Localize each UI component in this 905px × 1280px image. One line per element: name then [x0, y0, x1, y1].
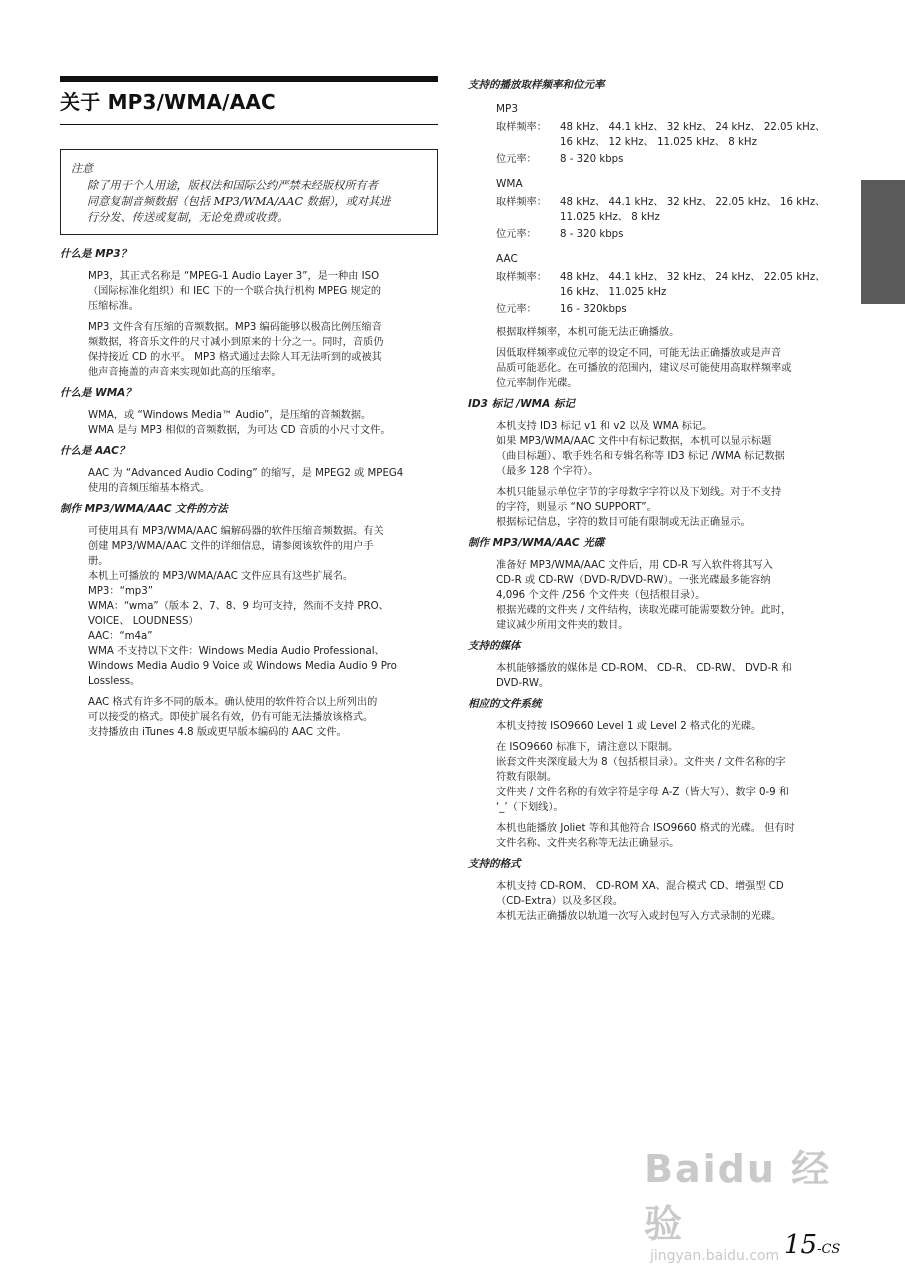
section-heading: 什么是 MP3？	[60, 248, 132, 260]
text-line: 可以接受的格式。即使扩展名有效，仍有可能无法播放该格式。	[88, 712, 374, 723]
text-line: 册。	[88, 556, 109, 567]
notice-box	[60, 149, 438, 235]
paragraph	[88, 408, 438, 438]
sample-rate-row	[496, 195, 848, 210]
notice-text	[87, 178, 427, 226]
text-line: 如果 MP3/WMA/AAC 文件中有标记数据，本机可以显示标题	[496, 436, 772, 447]
sample-rate-value: 16 kHz、 11.025 kHz	[560, 287, 667, 298]
text-line: VOICE、 LOUDNESS）	[88, 616, 199, 627]
text-line: （CD-Extra）以及多区段。	[496, 896, 624, 907]
text-line: AAC 为 “Advanced Audio Coding” 的缩写，是 MPEG2 或 MPEG4	[88, 468, 404, 479]
text-line: 本机支持 CD-ROM、 CD-ROM XA、混合模式 CD、增强型 CD	[496, 881, 784, 892]
text-line: 本机能够播放的媒体是 CD-ROM、 CD-R、 CD-RW、 DVD-R 和	[496, 663, 792, 674]
text-line: 文件夹 / 文件名称的有效字符是字母 A-Z（皆大写）、数字 0-9 和	[496, 787, 790, 798]
text-line: 本机上可播放的 MP3/WMA/AAC 文件应具有这些扩展名。	[88, 571, 354, 582]
text-line: WMA 不支持以下文件：Windows Media Audio Professional、	[88, 646, 385, 657]
notice-line: 除了用于个人用途，版权法和国际公约严禁未经版权所有者	[87, 179, 378, 192]
text-line: ‘_’（下划线）。	[496, 802, 564, 813]
paragraph	[496, 740, 848, 815]
text-line: 本机只能显示单位字节的字母数字字符以及下划线。对于不支持	[496, 487, 782, 498]
sample-rate-row	[496, 120, 848, 135]
paragraph	[496, 485, 848, 530]
text-line: 根据光碟的文件夹 / 文件结构，读取光碟可能需要数分钟。此时，	[496, 605, 792, 616]
text-line: 频数据，将音乐文件的尺寸减小到原来的十分之一。同时，音质仍	[88, 337, 384, 348]
sample-rate-value: 16 kHz、 12 kHz、 11.025 kHz、 8 kHz	[560, 137, 757, 148]
text-line: 他声音掩盖的声音来实现如此高的压缩率。	[88, 367, 282, 378]
text-line: 本机支持 ID3 标记 v1 和 v2 以及 WMA 标记。	[496, 421, 713, 432]
sample-rate-row	[496, 270, 848, 285]
sample-rate-label: 取样频率：	[496, 197, 547, 208]
paragraph	[496, 879, 848, 924]
text-line: 位元率制作光碟。	[496, 378, 578, 389]
section-heading: 相应的文件系统	[468, 698, 542, 710]
text-line: 4,096 个文件 /256 个文件夹（包括根目录）。	[496, 590, 706, 601]
text-line: AAC 格式有许多不同的版本。确认使用的软件符合以上所列出的	[88, 697, 378, 708]
notice-line: 同意复制音频数据（包括 MP3/WMA/AAC 数据），或对其进	[87, 195, 391, 208]
text-line: 本机无法正确播放以轨道一次写入或封包写入方式录制的光碟。	[496, 911, 782, 922]
text-line: 根据取样频率，本机可能无法正确播放。	[496, 327, 680, 338]
left-column	[60, 76, 438, 746]
title-bar	[60, 76, 438, 82]
section-tab-marker	[861, 180, 905, 304]
text-line: 在 ISO9660 标准下，请注意以下限制。	[496, 742, 679, 753]
paragraph	[496, 558, 848, 633]
section-heading: 制作 MP3/WMA/AAC 光碟	[468, 537, 605, 549]
bitrate-row	[496, 302, 848, 317]
sample-rate-row	[496, 135, 848, 150]
text-line: MP3：“mp3”	[88, 586, 154, 597]
rates-block	[468, 102, 848, 391]
sample-rate-value: 48 kHz、 44.1 kHz、 32 kHz、 22.05 kHz、 16 kHz、	[560, 197, 826, 208]
right-sections	[468, 397, 848, 924]
text-line: 压缩标准。	[88, 301, 139, 312]
text-line: AAC：“m4a”	[88, 631, 153, 642]
sample-rate-value: 11.025 kHz、 8 kHz	[560, 212, 660, 223]
paragraph	[496, 419, 848, 479]
text-line: Lossless。	[88, 676, 141, 687]
bitrate-value: 8 - 320 kbps	[560, 154, 624, 165]
paragraph	[88, 524, 438, 689]
bitrate-label: 位元率：	[496, 154, 537, 165]
paragraph	[496, 661, 848, 691]
text-line: （国际标准化组织）和 IEC 下的一个联合执行机构 MPEG 规定的	[88, 286, 382, 297]
text-line: 支持播放由 iTunes 4.8 版或更早版本编码的 AAC 文件。	[88, 727, 347, 738]
watermark-main-text: Baidu 经验	[644, 1147, 832, 1246]
text-line: 准备好 MP3/WMA/AAC 文件后，用 CD-R 写入软件将其写入	[496, 560, 773, 571]
paragraph	[88, 320, 438, 380]
page-title: 关于 MP3/WMA/AAC	[60, 90, 276, 114]
text-line: 的字符，则显示 “NO SUPPORT”。	[496, 502, 657, 513]
paragraph	[496, 325, 848, 340]
text-line: 本机支持按 ISO9660 Level 1 或 Level 2 格式化的光碟。	[496, 721, 762, 732]
watermark-sub-text: jingyan.baidu.com	[650, 1248, 780, 1264]
bitrate-row	[496, 152, 848, 167]
sample-rate-label	[496, 285, 560, 300]
text-line: 符数有限制。	[496, 772, 558, 783]
format-name: MP3	[496, 103, 519, 115]
section-heading: 支持的格式	[468, 858, 521, 870]
text-line: DVD-RW。	[496, 678, 550, 689]
paragraph	[496, 719, 848, 734]
section-heading: 支持的媒体	[468, 640, 521, 652]
text-line: WMA：“wma”（版本 2、7、8、9 均可支持，然而不支持 PRO、	[88, 601, 389, 612]
sample-rate-label	[496, 135, 560, 150]
text-line: 使用的音频压缩基本格式。	[88, 483, 211, 494]
text-line: （曲目标题）、歌手姓名和专辑名称等 ID3 标记 /WMA 标记数据	[496, 451, 785, 462]
right-column	[468, 72, 848, 930]
spacer	[468, 317, 848, 325]
section-heading: ID3 标记 /WMA 标记	[468, 398, 575, 410]
paragraph	[88, 695, 438, 740]
page-number	[784, 1230, 840, 1260]
text-line: 保持接近 CD 的水平。 MP3 格式通过去除人耳无法听到的或被其	[88, 352, 382, 363]
left-sections	[60, 247, 438, 740]
text-line: 建议减少所用文件夹的数目。	[496, 620, 629, 631]
bitrate-row	[496, 227, 848, 242]
page-number-value: 15	[784, 1230, 818, 1260]
section-heading: 制作 MP3/WMA/AAC 文件的方法	[60, 503, 228, 515]
section-heading: 什么是 WMA？	[60, 387, 136, 399]
bitrate-value: 16 - 320kbps	[560, 304, 627, 315]
sample-rate-row	[496, 210, 848, 225]
page-number-suffix: -CS	[817, 1242, 841, 1257]
format-name: WMA	[496, 178, 523, 190]
text-line: 因低取样频率或位元率的设定不同，可能无法正确播放或是声音	[496, 348, 782, 359]
text-line: 创建 MP3/WMA/AAC 文件的详细信息，请参阅该软件的用户手	[88, 541, 374, 552]
text-line: 文件名称、文件夹名称等无法正确显示。	[496, 838, 680, 849]
sample-rate-label: 取样频率：	[496, 272, 547, 283]
text-line: CD-R 或 CD-RW（DVD-R/DVD-RW）。一张光碟最多能容纳	[496, 575, 771, 586]
paragraph	[496, 821, 848, 851]
format-name: AAC	[496, 253, 518, 265]
text-line: 品质可能恶化。在可播放的范围内，建议尽可能使用高取样频率或	[496, 363, 792, 374]
section-heading: 什么是 AAC？	[60, 445, 130, 457]
text-line: 可使用具有 MP3/WMA/AAC 编解码器的软件压缩音频数据。有关	[88, 526, 384, 537]
title-rule	[60, 124, 438, 125]
text-line: MP3 文件含有压缩的音频数据。MP3 编码能够以极高比例压缩音	[88, 322, 382, 333]
sample-rate-row	[496, 285, 848, 300]
text-line: 根据标记信息，字符的数目可能有限制或无法正确显示。	[496, 517, 751, 528]
sample-rate-label	[496, 210, 560, 225]
sample-rate-value: 48 kHz、 44.1 kHz、 32 kHz、 24 kHz、 22.05 kHz、	[560, 272, 826, 283]
paragraph	[88, 466, 438, 496]
paragraph	[88, 269, 438, 314]
text-line: MP3，其正式名称是 “MPEG-1 Audio Layer 3”，是一种由 ISO	[88, 271, 380, 282]
bitrate-label: 位元率：	[496, 229, 537, 240]
paragraph	[496, 346, 848, 391]
text-line: 嵌套文件夹深度最大为 8（包括根目录）。文件夹 / 文件名称的字	[496, 757, 786, 768]
text-line: 本机也能播放 Joliet 等和其他符合 ISO9660 格式的光碟。 但有时	[496, 823, 795, 834]
bitrate-label: 位元率：	[496, 304, 537, 315]
rates-heading: 支持的播放取样频率和位元率	[468, 79, 605, 91]
text-line: Windows Media Audio 9 Voice 或 Windows Media Audio 9 Pro	[88, 661, 397, 672]
notice-label: 注意	[71, 162, 93, 175]
sample-rate-label: 取样频率：	[496, 122, 547, 133]
notice-line: 行分发、传送或复制，无论免费或收费。	[87, 211, 289, 224]
sample-rate-value: 48 kHz、 44.1 kHz、 32 kHz、 24 kHz、 22.05 kHz、	[560, 122, 826, 133]
text-line: （最多 128 个字符）。	[496, 466, 599, 477]
text-line: WMA，或 “Windows Media™ Audio”，是压缩的音频数据。	[88, 410, 372, 421]
text-line: WMA 是与 MP3 相似的音频数据，为可达 CD 音质的小尺寸文件。	[88, 425, 391, 436]
bitrate-value: 8 - 320 kbps	[560, 229, 624, 240]
